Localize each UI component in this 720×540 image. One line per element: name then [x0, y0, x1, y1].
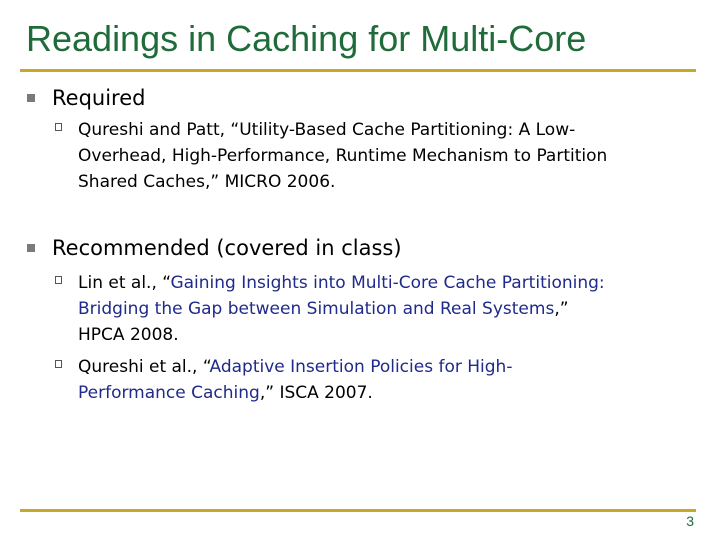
hollow-square-bullet-icon: [55, 123, 62, 131]
section-heading: Required: [52, 86, 146, 110]
square-bullet-icon: [27, 244, 35, 252]
reading-citation: [78, 354, 698, 406]
slide-title: Readings in Caching for Multi-Core: [26, 18, 587, 59]
citation-line: Qureshi and Patt, “Utility-Based Cache Partitioning: A Low-: [78, 120, 576, 140]
citation-line: [78, 380, 698, 406]
citation-title-link[interactable]: Adaptive Insertion Policies for High-: [209, 357, 513, 377]
footer-divider: [20, 509, 696, 512]
square-bullet-icon: [27, 94, 35, 102]
title-divider: [20, 69, 696, 72]
citation-line: [78, 354, 698, 380]
hollow-square-bullet-icon: [55, 360, 62, 368]
section-heading: Recommended (covered in class): [52, 236, 402, 260]
reading-citation: [78, 117, 698, 195]
citation-title-link[interactable]: Performance Caching: [78, 383, 260, 403]
citation-line: Overhead, High-Performance, Runtime Mechanism to Partition: [78, 146, 608, 166]
reading-citation: [78, 270, 698, 348]
citation-venue: ,” ISCA 2007.: [259, 383, 373, 403]
citation-title-link[interactable]: Gaining Insights into Multi-Core Cache Partitioning:: [170, 273, 605, 293]
citation-authors: Qureshi et al., “: [78, 357, 210, 377]
page-number: 3: [686, 513, 694, 529]
citation-authors: Lin et al., “: [78, 273, 171, 293]
citation-line: [78, 296, 698, 322]
citation-line: HPCA 2008.: [78, 325, 179, 345]
citation-punctuation: ,”: [554, 299, 569, 319]
citation-line: [78, 270, 698, 296]
hollow-square-bullet-icon: [55, 276, 62, 284]
citation-line: Shared Caches,” MICRO 2006.: [78, 172, 336, 192]
citation-title-link[interactable]: Bridging the Gap between Simulation and Real Systems: [78, 299, 555, 319]
